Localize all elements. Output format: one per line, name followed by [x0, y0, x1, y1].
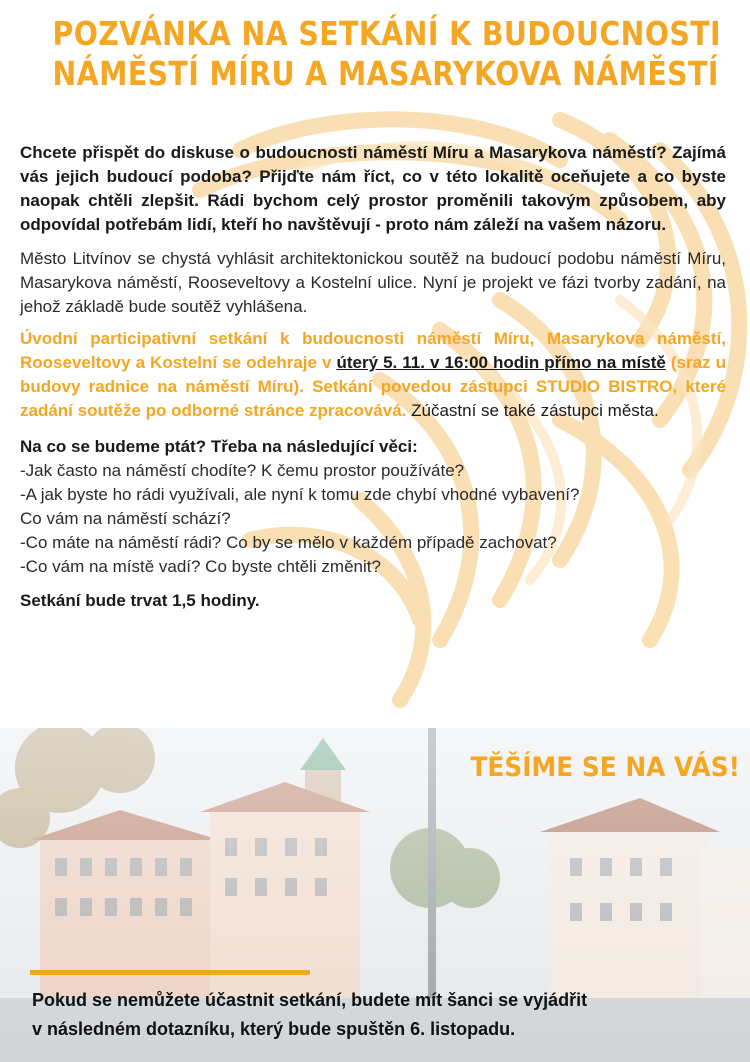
title-line-1: POZVÁNKA NA SETKÁNÍ K BUDOUCNOSTI [52, 14, 722, 53]
intro-paragraph: Chcete přispět do diskuse o budoucnosti náměstí Míru a Masarykova náměstí? Zajímá vás jejich budoucí podoba? Přijďte nám říct, co v této lokalitě oceňujete a co byste naopak chtěli zlepšit. Rádi bychom celý prostor proměnili takovým způsobem, aby odpovídal potřebám lidí, kteří ho navštěvují - proto nám záleží na vašem názoru. [20, 143, 726, 234]
footer-line-2: v následném dotazníku, který bude spuštěn 6. listopadu. [32, 1019, 516, 1039]
footer-accent-bar [30, 970, 310, 975]
invitation-title [52, 14, 722, 94]
footer-note [32, 986, 732, 1044]
question-item: -Co máte na náměstí rádi? Co by se mělo v každém případě zachovat? [20, 533, 557, 552]
meeting-city-note: Zúčastní se také zástupci města. [406, 401, 659, 420]
meeting-paragraph [20, 327, 726, 423]
meeting-date-time: úterý 5. 11. v 16:00 hodin přímo na místě [336, 353, 666, 372]
question-item: -A jak byste ho rádi využívali, ale nyní k tomu zde chybí vhodné vybavení? [20, 485, 580, 504]
question-item: -Co vám na místě vadí? Co byste chtěli změnit? [20, 557, 381, 576]
invitation-body [20, 141, 726, 613]
see-you-heading: TĚŠÍME SE NA VÁS! [470, 752, 740, 783]
question-item: Co vám na náměstí schází? [20, 509, 231, 528]
questions-heading: Na co se budeme ptát? Třeba na následující věci: [20, 437, 418, 456]
title-line-2: NÁMĚSTÍ MÍRU A MASARYKOVA NÁMĚSTÍ [52, 54, 719, 93]
meeting-intro-text: Úvodní participativní setkání k budoucnosti náměstí Míru, Masarykova náměstí, Rooseveltovy a Kostelní se odehraje v [20, 329, 726, 372]
meeting-details-text: (sraz u budovy radnice na náměstí Míru). Setkání povedou zástupci STUDIO BISTRO, které zadání soutěže po odborné stránce zpracovává. [20, 353, 726, 420]
competition-paragraph: Město Litvínov se chystá vyhlásit architektonickou soutěž na budoucí podobu náměstí Míru, Masarykova náměstí, Rooseveltovy a Kostelní ulice. Nyní je projekt ve fázi tvorby zadání, na jehož základě bude soutěž vyhlášena. [20, 249, 726, 316]
meeting-duration: Setkání bude trvat 1,5 hodiny. [20, 591, 260, 610]
questions-list [20, 459, 726, 579]
footer-line-1: Pokud se nemůžete účastnit setkání, budete mít šanci se vyjádřit [32, 990, 588, 1010]
question-item: -Jak často na náměstí chodíte? K čemu prostor používáte? [20, 461, 465, 480]
